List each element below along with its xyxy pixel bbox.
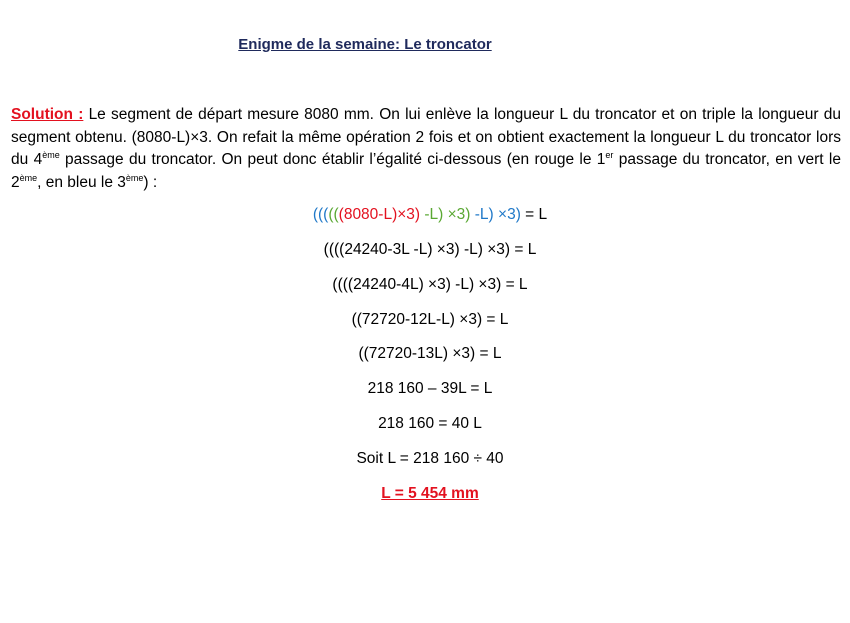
solution-text-4: , en bleu le 3	[37, 173, 126, 191]
eq-green-part: -L) ×3)	[420, 206, 471, 223]
eq-rest: = L	[520, 206, 548, 223]
final-result: L = 5 454 mm	[381, 485, 479, 502]
solution-text-1: Le segment de départ mesure 8080 mm. On lui enlève la longueur L du troncator et on triple la longueur du segment obtenu. (8080-L)×3. On refait la même opération 2 fois et on obtient exactement la longueur L du troncator lors du 4	[11, 106, 841, 168]
colored-equation	[0, 206, 850, 224]
solution-text-2: passage du troncator. On peut donc établir l’égalité ci-dessous (en rouge le 1	[59, 151, 606, 168]
solution-paragraph	[11, 104, 841, 194]
equation-step: ((((24240-3L -L) ×3) -L) ×3) = L	[323, 241, 537, 258]
equation-step: 218 160 = 40 L	[378, 415, 482, 432]
solution-text-3: passage du troncator, en vert le 2	[11, 151, 841, 191]
page-title: Enigme de la semaine: Le troncator	[238, 36, 492, 53]
superscript-1: ème	[42, 149, 60, 160]
eq-green-open: ((	[328, 206, 339, 223]
equation-step: 218 160 – 39L = L	[367, 380, 493, 397]
eq-red-part: (8080-L)×3)	[338, 206, 421, 223]
equation-step: Soit L = 218 160 ÷ 40	[356, 450, 504, 467]
eq-blue-open: (((	[312, 206, 329, 223]
eq-blue-part: -L) ×3)	[470, 206, 521, 223]
superscript-4: ème	[125, 172, 144, 183]
equation-step: ((72720-12L-L) ×3) = L	[351, 311, 509, 328]
solution-label: Solution :	[11, 106, 84, 123]
equation-step: ((72720-13L) ×3) = L	[358, 345, 502, 362]
equation-step: ((((24240-4L) ×3) -L) ×3) = L	[332, 276, 528, 293]
superscript-2: er	[605, 149, 614, 160]
solution-text-5: ) :	[143, 173, 158, 191]
superscript-3: ème	[19, 172, 38, 183]
